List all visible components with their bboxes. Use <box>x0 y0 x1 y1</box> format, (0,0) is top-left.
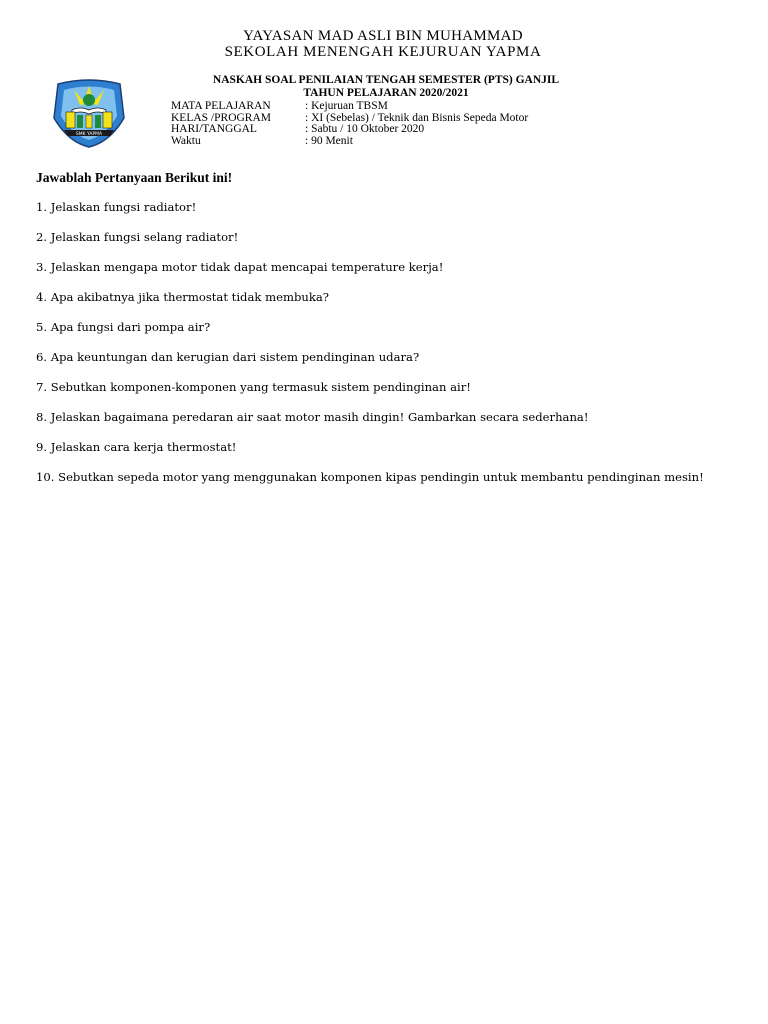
academic-year: TAHUN PELAJARAN 2020/2021 <box>303 87 469 99</box>
logo-banner-text: SMK YAPMA <box>75 132 103 137</box>
exam-title: NASKAH SOAL PENILAIAN TENGAH SEMESTER (PTS) GANJIL <box>212 74 560 86</box>
question-item: 1. Jelaskan fungsi radiator! <box>36 200 197 214</box>
info-value: : 90 Menit <box>305 134 353 147</box>
question-item: 5. Apa fungsi dari pompa air? <box>36 320 211 334</box>
info-label: MATA PELAJARAN <box>171 100 271 112</box>
question-item: 2. Jelaskan fungsi selang radiator! <box>36 230 239 244</box>
info-label: Waktu <box>171 134 201 147</box>
info-row-date <box>171 124 528 136</box>
question-item: 10. Sebutkan sepeda motor yang menggunakan komponen kipas pendingin untuk membantu pendinginan mesin! <box>36 470 704 484</box>
info-row-duration <box>171 136 528 148</box>
info-value: : Sabtu / 10 Oktober 2020 <box>305 123 425 135</box>
question-item: 6. Apa keuntungan dan kerugian dari sistem pendinginan udara? <box>36 350 420 364</box>
foundation-name: YAYASAN MAD ASLI BIN MUHAMMAD <box>243 28 523 44</box>
question-item: 8. Jelaskan bagaimana peredaran air saat motor masih dingin! Gambarkan secara sederhana! <box>36 410 589 424</box>
question-item: 3. Jelaskan mengapa motor tidak dapat mencapai temperature kerja! <box>36 260 444 274</box>
school-logo-icon <box>50 78 128 148</box>
question-item: 4. Apa akibatnya jika thermostat tidak membuka? <box>36 290 329 304</box>
question-item: 9. Jelaskan cara kerja thermostat! <box>36 440 237 454</box>
info-value: : Kejuruan TBSM <box>305 100 388 112</box>
info-label: HARI/TANGGAL <box>171 123 257 135</box>
info-row-subject <box>171 101 528 113</box>
organization-header <box>0 28 768 60</box>
info-label: KELAS /PROGRAM <box>171 111 272 124</box>
school-logo <box>50 78 128 148</box>
instruction-heading: Jawablah Pertanyaan Berikut ini! <box>36 170 233 185</box>
question-item: 7. Sebutkan komponen-komponen yang termasuk sistem pendinginan air! <box>36 380 471 394</box>
exam-info-table <box>171 101 528 147</box>
info-value: : XI (Sebelas) / Teknik dan Bisnis Sepeda Motor <box>305 111 529 124</box>
question-list <box>36 199 704 499</box>
school-name: SEKOLAH MENENGAH KEJURUAN YAPMA <box>224 44 542 60</box>
